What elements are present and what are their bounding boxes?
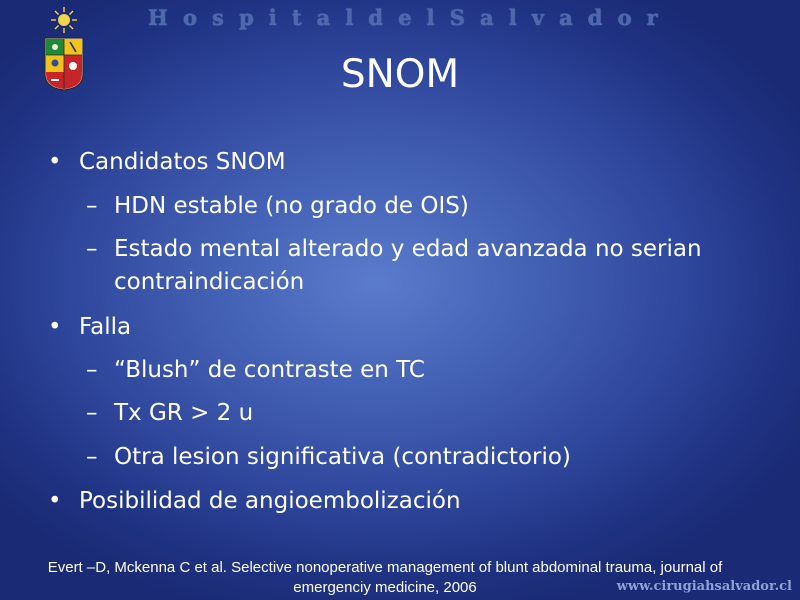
header-letter: S [449, 5, 465, 30]
header-letter: a [316, 5, 331, 30]
sub-bullet-item [44, 190, 744, 223]
header-letter: o [182, 5, 197, 30]
header-letter: p [238, 5, 254, 30]
bullet-text: Falla [79, 313, 132, 340]
sub-bullet-text: HDN estable (no grado de OIS) [114, 192, 469, 219]
header-letter: a [480, 5, 494, 30]
header-letter: s [212, 5, 224, 30]
header-letter: v [531, 5, 544, 30]
header-letter: a [559, 5, 573, 30]
citation-line: emergenciy medicine, 2006 [293, 579, 477, 596]
bullet-text: Candidatos SNOM [79, 149, 286, 175]
sub-bullet-text: Estado mental alterado y edad avanzada no serian contraindicación [114, 235, 702, 296]
dash-icon: – [86, 443, 98, 470]
bullet-item [44, 145, 744, 180]
dash-icon: – [86, 357, 98, 384]
header-letter: e [398, 5, 412, 30]
bullet-icon: • [48, 149, 62, 175]
bullet-item [44, 484, 744, 519]
sub-bullet-text: Otra lesion significativa (contradictorio) [114, 443, 571, 470]
citation-line: Evert –D, Mckenna C et al. Selective nonoperative management of blunt abdominal trauma, journal of [47, 559, 723, 576]
dash-icon: – [86, 192, 98, 219]
header-letter: d [368, 5, 384, 30]
header-letter: i [268, 5, 277, 30]
bullet-text: Posibilidad de angioembolización [79, 488, 461, 515]
header-letter: l [508, 5, 517, 30]
bullet-icon: • [48, 488, 62, 515]
header-letter: H [148, 5, 168, 30]
header-letter: d [587, 5, 603, 30]
sub-bullet-item [44, 397, 744, 430]
hospital-name-header [148, 5, 658, 30]
bullet-icon: • [48, 313, 62, 340]
dash-icon: – [86, 400, 98, 427]
header-letter: l [345, 5, 354, 30]
header-letter: r [646, 5, 658, 30]
slide-title: SNOM [340, 52, 460, 97]
footer-url: www.cirugiahsalvador.cl [616, 579, 792, 594]
header-letter: t [291, 5, 302, 30]
header-letter: l [426, 5, 435, 30]
slide-content [44, 145, 744, 529]
sub-bullet-item [44, 354, 744, 387]
sub-bullet-item [44, 233, 744, 300]
sub-bullet-text: “Blush” de contraste en TC [114, 357, 425, 384]
sub-bullet-text: Tx GR > 2 u [114, 400, 254, 427]
sub-bullet-item [44, 441, 744, 474]
dash-icon: – [86, 235, 98, 262]
bullet-item [44, 310, 744, 345]
sun-icon [51, 7, 77, 33]
header-letter: o [617, 5, 632, 30]
